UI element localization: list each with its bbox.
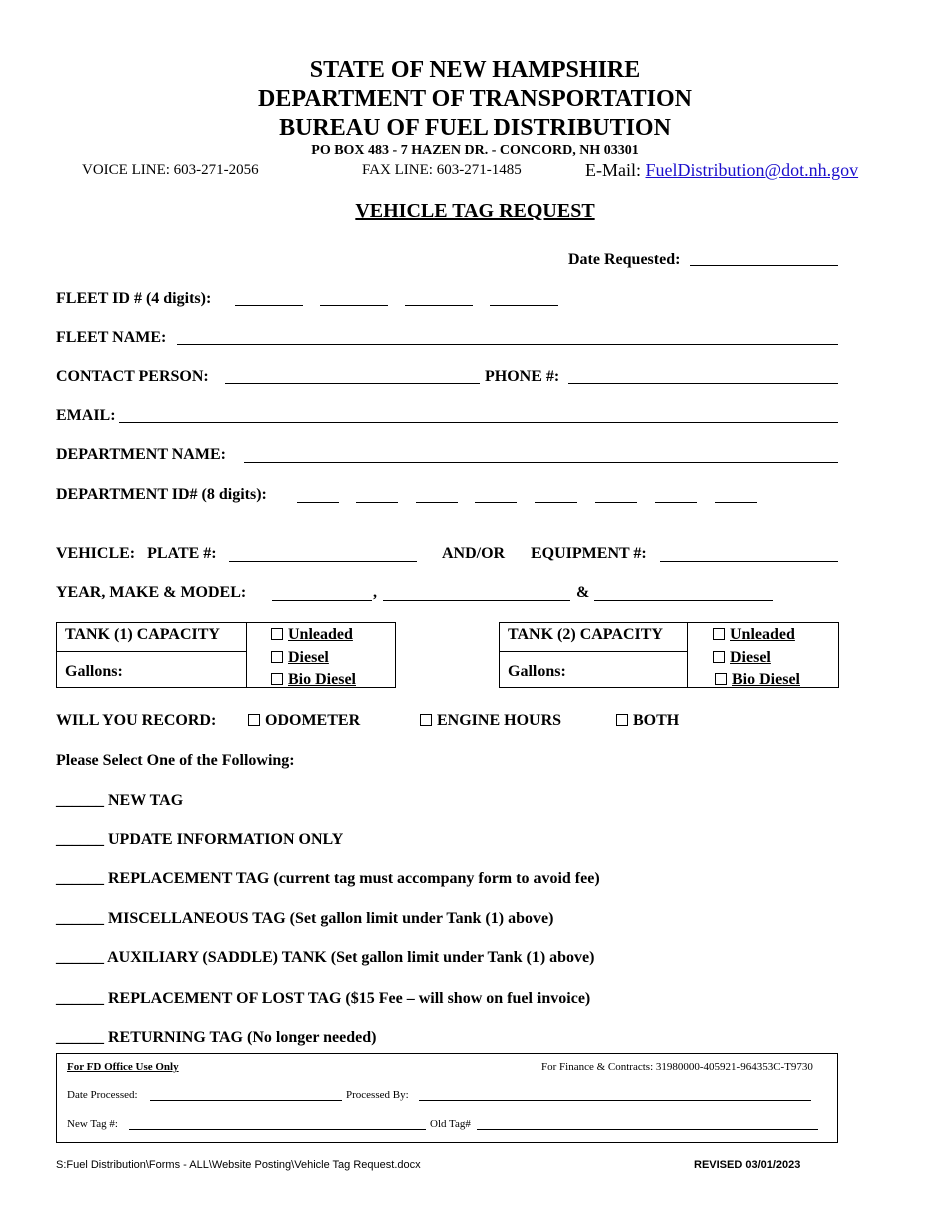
- tank-2-biodiesel-option[interactable]: Bio Diesel: [715, 670, 800, 689]
- tank-2-diesel-checkbox[interactable]: [713, 651, 725, 663]
- engine-hours-checkbox[interactable]: [420, 714, 432, 726]
- fleet-name-label: FLEET NAME:: [56, 329, 167, 346]
- odometer-checkbox[interactable]: [248, 714, 260, 726]
- header-address: PO BOX 483 - 7 HAZEN DR. - CONCORD, NH 03301: [311, 143, 639, 158]
- both-option[interactable]: BOTH: [616, 711, 679, 731]
- choice-update-info[interactable]: ______ UPDATE INFORMATION ONLY: [56, 831, 344, 848]
- year-field[interactable]: [272, 600, 372, 601]
- choice-miscellaneous-tag[interactable]: ______ MISCELLANEOUS TAG (Set gallon limit under Tank (1) above): [56, 910, 554, 927]
- new-tag-field[interactable]: [129, 1129, 426, 1130]
- tank-2-unleaded-option[interactable]: Unleaded: [713, 625, 795, 644]
- choice-blank[interactable]: ______: [56, 949, 104, 966]
- tank-1-unleaded-checkbox[interactable]: [271, 628, 283, 640]
- tank-2-diesel-option[interactable]: Diesel: [713, 648, 771, 667]
- tank-1-vdivider: [246, 623, 247, 687]
- choice-blank[interactable]: ______: [56, 870, 104, 887]
- tank-2-title: TANK (2) CAPACITY: [508, 626, 663, 643]
- department-id-digit-3[interactable]: [416, 502, 458, 503]
- tank-1-diesel-checkbox[interactable]: [271, 651, 283, 663]
- ampersand-separator: &: [576, 584, 590, 601]
- tank-2-biodiesel-checkbox[interactable]: [715, 673, 727, 685]
- choice-lost-tag[interactable]: ______ REPLACEMENT OF LOST TAG ($15 Fee – will show on fuel invoice): [56, 990, 591, 1007]
- date-requested-field[interactable]: [690, 265, 838, 266]
- email-label-field: EMAIL:: [56, 407, 116, 424]
- finance-code: For Finance & Contracts: 31980000-405921-964353C-T9730: [541, 1061, 813, 1073]
- record-label: WILL YOU RECORD:: [56, 712, 217, 729]
- date-processed-label: Date Processed:: [67, 1089, 138, 1101]
- tank-1-biodiesel-checkbox[interactable]: [271, 673, 283, 685]
- footer-path: S:Fuel Distribution\Forms - ALL\Website Posting\Vehicle Tag Request.docx: [56, 1159, 421, 1171]
- odometer-option[interactable]: ODOMETER: [248, 711, 360, 731]
- contact-person-field[interactable]: [225, 383, 480, 384]
- phone-field[interactable]: [568, 383, 838, 384]
- choice-blank[interactable]: ______: [56, 910, 104, 927]
- fax-line: FAX LINE: 603-271-1485: [362, 162, 522, 178]
- tank-1-divider: [57, 651, 247, 652]
- fleet-name-field[interactable]: [177, 344, 838, 345]
- department-id-digit-4[interactable]: [475, 502, 517, 503]
- tank-1-biodiesel-option[interactable]: Bio Diesel: [271, 670, 356, 689]
- choice-blank[interactable]: ______: [56, 1029, 104, 1046]
- department-id-digit-2[interactable]: [356, 502, 398, 503]
- department-id-digit-6[interactable]: [595, 502, 637, 503]
- fleet-id-digit-1[interactable]: [235, 305, 303, 306]
- footer-revised: REVISED 03/01/2023: [694, 1159, 801, 1171]
- tank-1-gallons-label: Gallons:: [65, 663, 123, 680]
- tank-1-box: [56, 622, 396, 688]
- engine-hours-option[interactable]: ENGINE HOURS: [420, 711, 561, 731]
- old-tag-field[interactable]: [477, 1129, 818, 1130]
- both-checkbox[interactable]: [616, 714, 628, 726]
- tank-2-box: [499, 622, 839, 688]
- fleet-id-label: FLEET ID # (4 digits):: [56, 290, 212, 307]
- choice-replacement-tag[interactable]: ______ REPLACEMENT TAG (current tag must accompany form to avoid fee): [56, 870, 600, 887]
- fleet-id-digit-4[interactable]: [490, 305, 558, 306]
- department-id-digit-1[interactable]: [297, 502, 339, 503]
- and-or-label: AND/OR: [442, 545, 506, 562]
- header-bureau: BUREAU OF FUEL DISTRIBUTION: [279, 115, 671, 141]
- make-field[interactable]: [383, 600, 570, 601]
- tank-1-unleaded-option[interactable]: Unleaded: [271, 625, 353, 644]
- equipment-label: EQUIPMENT #:: [531, 545, 647, 562]
- tank-1-title: TANK (1) CAPACITY: [65, 626, 220, 643]
- plate-field[interactable]: [229, 561, 417, 562]
- new-tag-label: New Tag #:: [67, 1118, 118, 1130]
- processed-by-field[interactable]: [419, 1100, 811, 1101]
- tank-2-divider: [500, 651, 688, 652]
- department-id-digit-7[interactable]: [655, 502, 697, 503]
- tank-2-gallons-label: Gallons:: [508, 663, 566, 680]
- header-state: STATE OF NEW HAMPSHIRE: [309, 57, 641, 83]
- tank-1-diesel-option[interactable]: Diesel: [271, 648, 329, 667]
- email-label: E-Mail:: [585, 160, 641, 180]
- choice-auxiliary-tank[interactable]: ______ AUXILIARY (SADDLE) TANK (Set gallon limit under Tank (1) above): [56, 949, 595, 966]
- choice-blank[interactable]: ______: [56, 792, 104, 809]
- voice-line: VOICE LINE: 603-271-2056: [82, 162, 259, 178]
- model-field[interactable]: [594, 600, 773, 601]
- choice-returning-tag[interactable]: ______ RETURNING TAG (No longer needed): [56, 1029, 377, 1046]
- office-use-box: [56, 1053, 838, 1143]
- select-prompt: Please Select One of the Following:: [56, 752, 295, 769]
- choice-blank[interactable]: ______: [56, 831, 104, 848]
- email-field[interactable]: [119, 422, 838, 423]
- department-id-label: DEPARTMENT ID# (8 digits):: [56, 486, 267, 503]
- choice-blank[interactable]: ______: [56, 990, 104, 1007]
- comma-separator: ,: [373, 584, 377, 601]
- tank-2-vdivider: [687, 623, 688, 687]
- date-requested-label: Date Requested:: [568, 251, 681, 268]
- fleet-id-digit-3[interactable]: [405, 305, 473, 306]
- phone-label: PHONE #:: [485, 368, 560, 385]
- vehicle-plate-label: VEHICLE: PLATE #:: [56, 545, 217, 562]
- header-department: DEPARTMENT OF TRANSPORTATION: [258, 86, 692, 112]
- department-id-digit-5[interactable]: [535, 502, 577, 503]
- tank-2-unleaded-checkbox[interactable]: [713, 628, 725, 640]
- department-id-digit-8[interactable]: [715, 502, 757, 503]
- form-title: VEHICLE TAG REQUEST: [355, 200, 595, 222]
- office-title: For FD Office Use Only: [67, 1061, 179, 1073]
- fleet-id-digit-2[interactable]: [320, 305, 388, 306]
- equipment-field[interactable]: [660, 561, 838, 562]
- old-tag-label: Old Tag#: [430, 1118, 471, 1130]
- processed-by-label: Processed By:: [346, 1089, 409, 1101]
- department-name-label: DEPARTMENT NAME:: [56, 446, 226, 463]
- email-contact: [585, 160, 858, 181]
- email-link[interactable]: FuelDistribution@dot.nh.gov: [645, 160, 859, 180]
- contact-person-label: CONTACT PERSON:: [56, 368, 209, 385]
- department-name-field[interactable]: [244, 462, 838, 463]
- choice-new-tag[interactable]: ______ NEW TAG: [56, 792, 184, 809]
- year-make-model-label: YEAR, MAKE & MODEL:: [56, 584, 247, 601]
- date-processed-field[interactable]: [150, 1100, 342, 1101]
